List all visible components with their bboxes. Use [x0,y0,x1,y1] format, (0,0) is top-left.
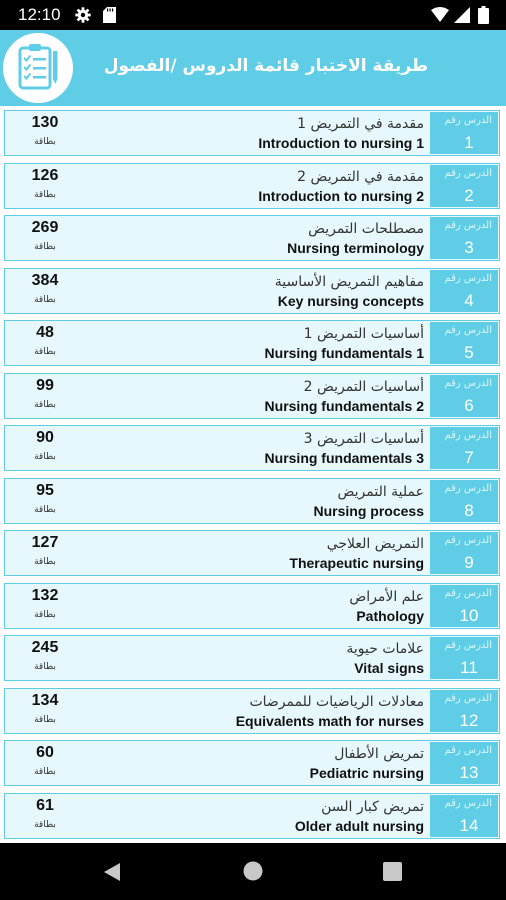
lesson-number-label: الدرس رقم [444,378,492,389]
card-count: 127 [31,534,59,551]
card-count-unit: بطاقة [34,242,56,252]
lesson-number-badge [430,742,498,784]
lesson-title-english: Pathology [356,608,424,624]
lesson-row[interactable] [4,688,500,734]
lesson-title-arabic: مصطلحات التمريض [308,221,424,237]
lesson-number-label: الدرس رقم [444,798,492,809]
wifi-icon [431,7,449,23]
lesson-number-badge [430,427,498,469]
lesson-number-badge [430,637,498,679]
lesson-number: 9 [464,553,474,572]
lesson-number-badge [430,480,498,522]
lesson-row[interactable] [4,373,500,419]
gear-icon [75,7,91,23]
card-count: 99 [36,377,54,394]
lesson-number-badge [430,585,498,627]
lesson-title-english: Nursing fundamentals 2 [264,398,424,414]
lesson-number: 8 [464,501,474,520]
lesson-title-arabic: مقدمة في التمريض 1 [297,116,424,132]
lesson-number: 2 [464,186,474,205]
lesson-number: 1 [464,133,474,152]
card-count: 132 [31,587,59,604]
lesson-title-english: Nursing fundamentals 3 [264,450,424,466]
lesson-title-arabic: أساسيات التمريض 2 [303,379,424,395]
lesson-number-badge [430,375,498,417]
lesson-title-arabic: علامات حيوية [346,641,424,657]
lesson-row[interactable] [4,793,500,839]
lesson-number-label: الدرس رقم [444,588,492,599]
lesson-number: 4 [464,291,474,310]
lesson-title-english: Pediatric nursing [309,765,424,781]
lesson-title-english: Equivalents math for nurses [235,713,424,729]
lesson-number-label: الدرس رقم [444,535,492,546]
lesson-number-badge [430,112,498,154]
lesson-row[interactable] [4,530,500,576]
lesson-number: 13 [459,763,479,782]
signal-icon [454,7,470,23]
lesson-title-arabic: عملية التمريض [337,484,424,500]
lesson-title-arabic: مفاهيم التمريض الأساسية [274,274,424,290]
lesson-title-arabic: أساسيات التمريض 1 [303,326,424,342]
lesson-number-label: الدرس رقم [444,273,492,284]
lesson-number: 14 [459,816,479,835]
lesson-title-arabic: التمريض العلاجي [326,536,424,552]
app-logo [3,33,73,103]
lesson-number-label: الدرس رقم [444,220,492,231]
lesson-number: 7 [464,448,474,467]
card-count-unit: بطاقة [34,715,56,725]
card-count: 384 [31,272,59,289]
card-count: 60 [36,744,54,761]
lesson-number-badge [430,690,498,732]
lesson-number: 10 [459,606,479,625]
card-count: 130 [31,114,59,131]
card-count-unit: بطاقة [34,400,56,410]
lesson-number-badge [430,532,498,574]
lesson-title-english: Therapeutic nursing [289,555,424,571]
lesson-title-arabic: علم الأمراض [349,589,424,605]
card-count-unit: بطاقة [34,452,56,462]
lesson-title-english: Introduction to nursing 2 [258,188,424,204]
lesson-title-arabic: أساسيات التمريض 3 [303,431,424,447]
card-count-unit: بطاقة [34,137,56,147]
card-count: 245 [31,639,59,656]
card-count-unit: بطاقة [34,347,56,357]
lesson-row[interactable] [4,583,500,629]
card-count: 126 [31,167,59,184]
card-count-unit: بطاقة [34,767,56,777]
card-count-unit: بطاقة [34,610,56,620]
lesson-title-english: Key nursing concepts [277,293,424,309]
status-time: 12:10 [18,5,61,24]
lesson-row[interactable] [4,163,500,209]
lesson-number: 12 [459,711,479,730]
lesson-title-english: Nursing terminology [287,240,424,256]
lesson-row[interactable] [4,110,500,156]
card-count-unit: بطاقة [34,505,56,515]
lesson-number-label: الدرس رقم [444,483,492,494]
card-count-unit: بطاقة [34,557,56,567]
lesson-number-label: الدرس رقم [444,745,492,756]
recents-icon[interactable] [383,862,402,881]
lesson-number: 11 [460,658,478,677]
lesson-row[interactable] [4,215,500,261]
lesson-title-arabic: تمريض الأطفال [334,746,424,762]
lesson-title-arabic: مقدمة في التمريض 2 [297,169,424,185]
lesson-title-english: Introduction to nursing 1 [258,135,424,151]
lesson-number-label: الدرس رقم [444,430,492,441]
lesson-number-badge [430,322,498,364]
lesson-number-label: الدرس رقم [444,693,492,704]
app-header [0,30,506,106]
lesson-number-label: الدرس رقم [444,640,492,651]
lesson-number-badge [430,217,498,259]
lesson-row[interactable] [4,478,500,524]
lesson-row[interactable] [4,425,500,471]
sd-card-icon [103,7,116,23]
lesson-title-english: Older adult nursing [294,818,424,834]
card-count-unit: بطاقة [34,662,56,672]
lesson-number: 6 [464,396,474,415]
page-title: طريقة الاختبار قائمة الدروس /الفصول [103,56,428,76]
lesson-title-english: Nursing process [313,503,424,519]
lesson-row[interactable] [4,740,500,786]
battery-icon [478,6,489,24]
lesson-number-badge [430,165,498,207]
lesson-title-english: Nursing fundamentals 1 [264,345,424,361]
card-count: 61 [36,797,54,814]
status-bar [0,0,506,30]
lesson-title-arabic: تمريض كبار السن [321,799,424,815]
lesson-title-english: Vital signs [354,660,424,676]
lesson-number-label: الدرس رقم [444,115,492,126]
navigation-bar [0,843,506,900]
card-count: 95 [36,482,54,499]
card-count-unit: بطاقة [34,295,56,305]
card-count-unit: بطاقة [34,190,56,200]
lesson-number: 3 [464,238,474,257]
checklist-clipboard-icon [3,33,73,103]
lesson-row[interactable] [4,268,500,314]
card-count: 134 [31,692,59,709]
lesson-number-badge [430,795,498,837]
lesson-number-label: الدرس رقم [444,325,492,336]
card-count: 90 [36,429,54,446]
card-count-unit: بطاقة [34,820,56,830]
lesson-row[interactable] [4,635,500,681]
lesson-number: 5 [464,343,474,362]
lesson-number-label: الدرس رقم [444,168,492,179]
back-icon[interactable] [101,861,123,883]
lesson-title-arabic: معادلات الرياضيات للممرضات [249,694,424,710]
card-count: 269 [31,219,59,236]
home-icon[interactable] [242,860,264,882]
card-count: 48 [36,324,54,341]
lesson-number-badge [430,270,498,312]
lesson-row[interactable] [4,320,500,366]
